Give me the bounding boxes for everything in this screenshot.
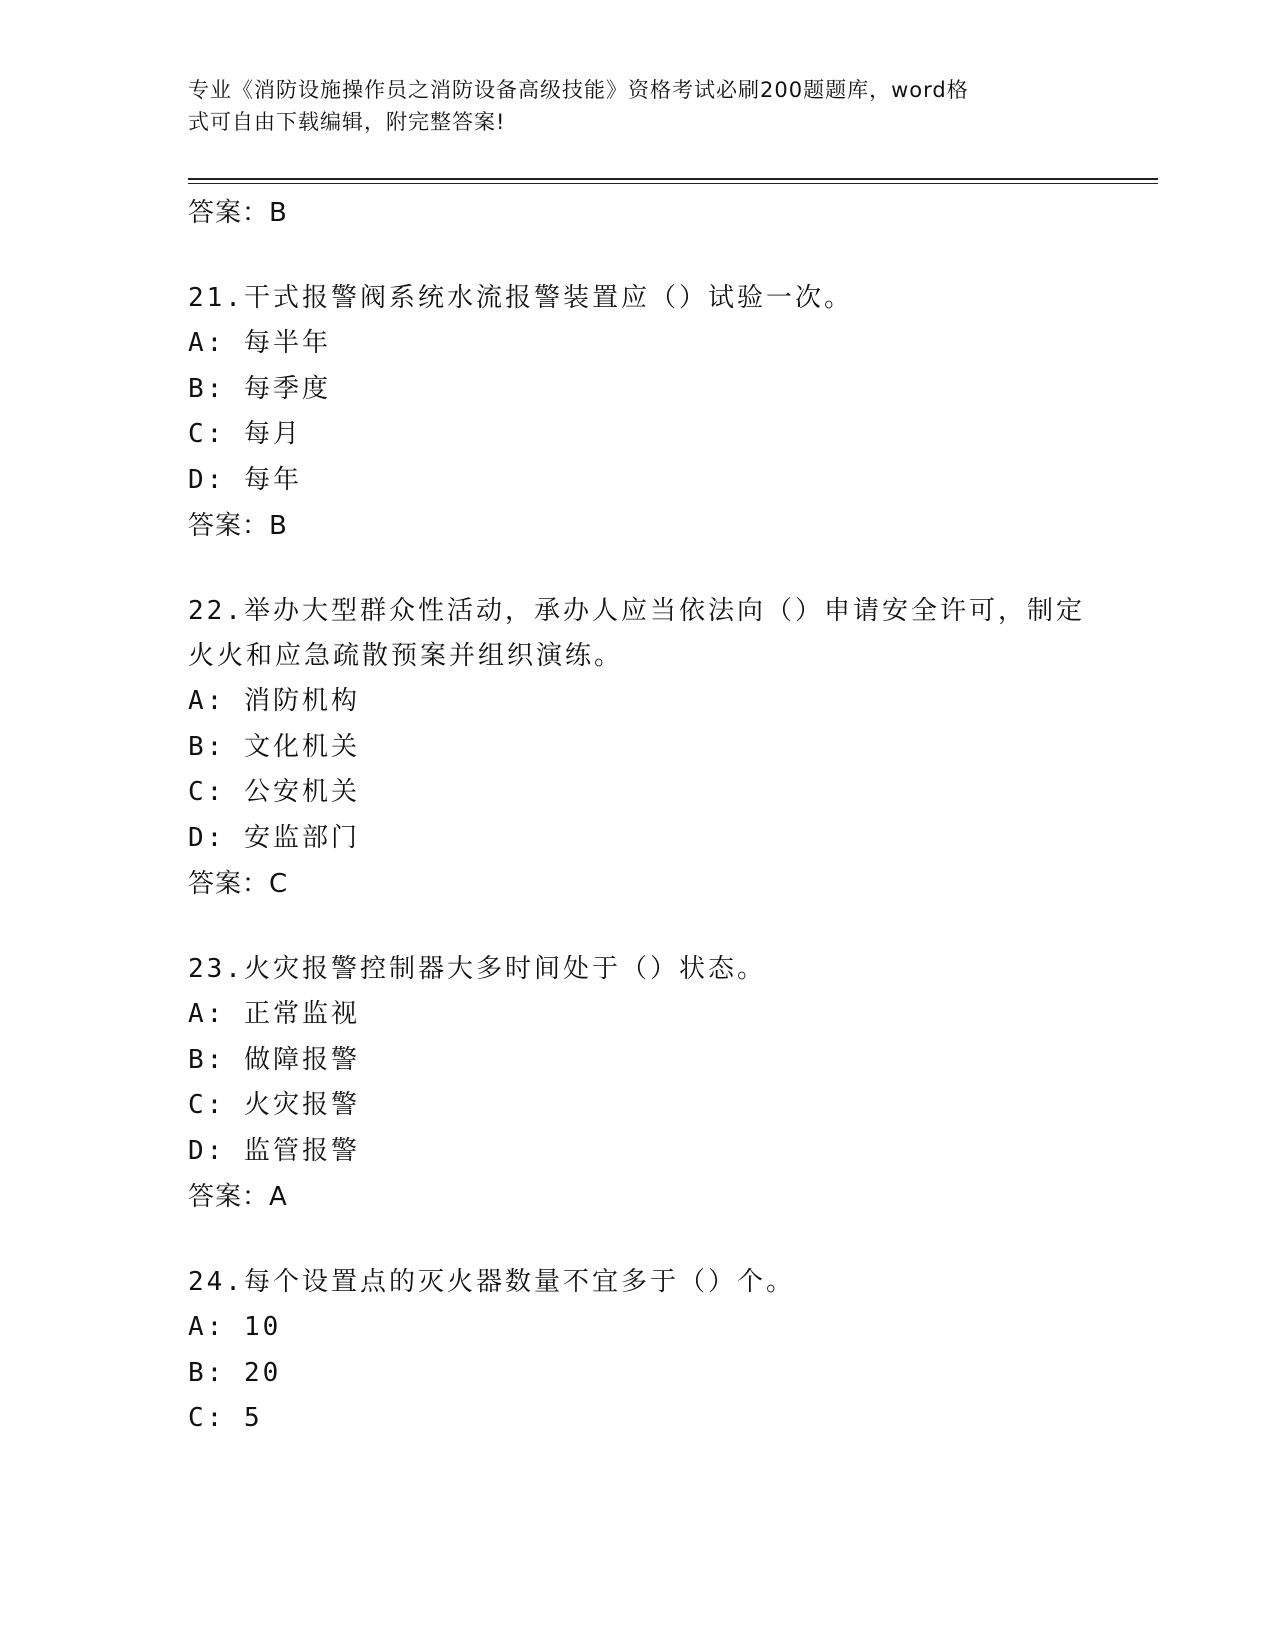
question-21 <box>188 276 1088 549</box>
option-d: D: 监管报警 <box>188 1135 360 1166</box>
option-d: D: 安监部门 <box>188 822 360 853</box>
option-a: A: 消防机构 <box>188 686 360 716</box>
option-a: A: 每半年 <box>188 328 331 358</box>
answer-line: 答案：B <box>188 511 288 541</box>
question-text-line-1: 22.举办大型群众性活动，承办人应当依法向（）申请安全许可，制定 <box>188 596 1085 626</box>
question-text: 23.火灾报警控制器大多时间处于（）状态。 <box>188 954 766 984</box>
question-list <box>188 190 1088 1442</box>
header-divider-thin <box>188 183 1158 184</box>
answer-line: 答案：A <box>188 1182 288 1212</box>
option-d: D: 每年 <box>188 464 302 495</box>
question-text: 21.干式报警阀系统水流报警装置应（）试验一次。 <box>188 283 853 313</box>
answer-line: 答案：C <box>188 869 289 899</box>
option-a: A: 正常监视 <box>188 999 360 1029</box>
document-header <box>188 74 1088 138</box>
option-c: C: 5 <box>188 1403 263 1433</box>
header-line-1: 专业《消防设施操作员之消防设备高级技能》资格考试必刷200题题库，word格 <box>188 78 969 102</box>
option-c: C: 公安机关 <box>188 777 360 807</box>
option-a: A: 10 <box>188 1312 282 1342</box>
option-c: C: 每月 <box>188 419 302 449</box>
header-line-2: 式可自由下载编辑，附完整答案! <box>188 110 506 134</box>
option-b: B: 做障报警 <box>188 1044 360 1075</box>
question-text: 24.每个设置点的灭火器数量不宜多于（）个。 <box>188 1267 795 1297</box>
question-23 <box>188 947 1088 1220</box>
question-24 <box>188 1260 1088 1442</box>
option-b: B: 20 <box>188 1357 282 1388</box>
header-divider-thick <box>188 178 1158 180</box>
option-b: B: 每季度 <box>188 373 331 404</box>
answer-line: 答案：B <box>188 198 288 228</box>
question-text-line-2: 火火和应急疏散预案并组织演练。 <box>188 641 624 671</box>
option-b: B: 文化机关 <box>188 731 360 762</box>
option-c: C: 火灾报警 <box>188 1090 360 1120</box>
question-22 <box>188 589 1088 907</box>
